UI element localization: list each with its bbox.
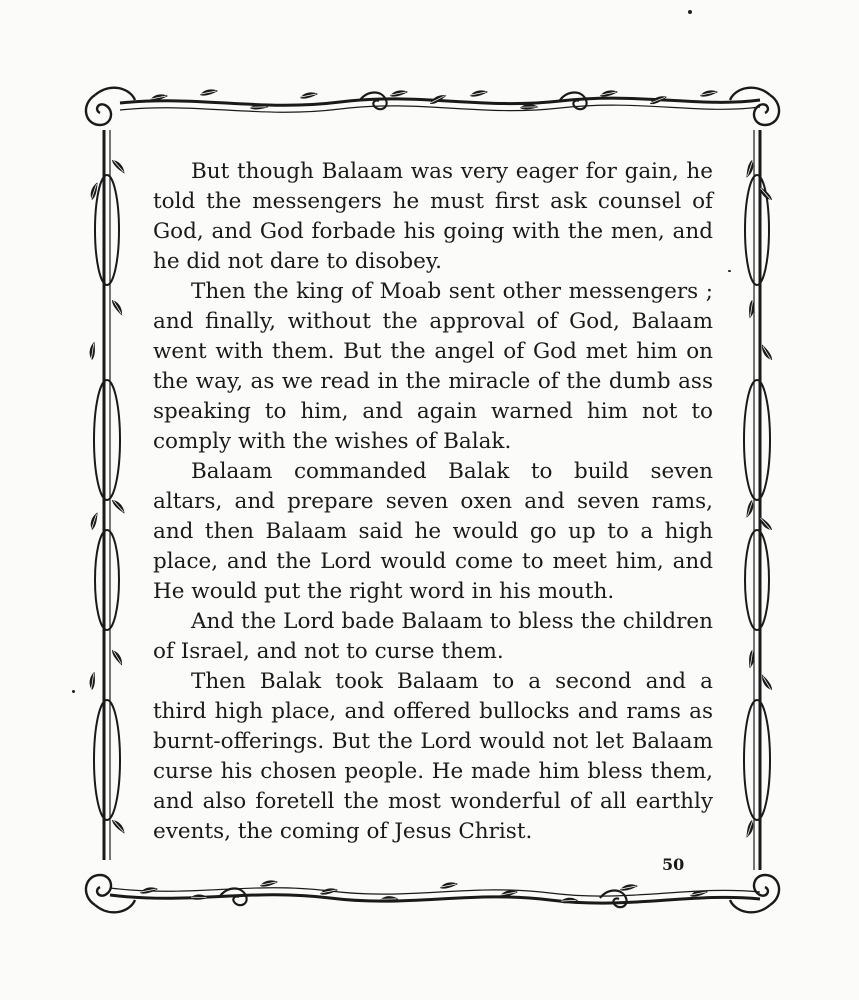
paragraph: And the Lord bade Balaam to bless the children of Israel, and not to curse them. <box>153 609 713 664</box>
page-body-text <box>153 157 713 847</box>
paragraph: Then Balak took Balaam to a second and a third high place, and offered bullocks and rams as burnt-offerings. But the Lord would not let Balaam curse his chosen people. He made him bless them, and also foretell the most wonderful of all earthly events, the coming of Jesus Christ. <box>153 669 713 844</box>
page-number: 50 <box>662 855 685 874</box>
ink-speck <box>728 270 731 272</box>
ink-speck <box>72 690 75 693</box>
paragraph: But though Balaam was very eager for gain, he told the messengers he must first ask counsel of God, and God forbade his going with the men, and he did not dare to disobey. <box>153 159 713 274</box>
paragraph: Balaam commanded Balak to build seven altars, and prepare seven oxen and seven rams, and then Balaam said he would go up to a high place, and the Lord would come to meet him, and He would put the right word in his mouth. <box>153 459 713 604</box>
ink-speck <box>688 10 692 14</box>
paragraph: Then the king of Moab sent other messengers ; and finally, without the approval of God, Balaam went with them. But the angel of God met him on the way, as we read in the miracle of the dumb ass speaking to him, and again warned him not to comply with the wishes of Balak. <box>153 279 713 454</box>
